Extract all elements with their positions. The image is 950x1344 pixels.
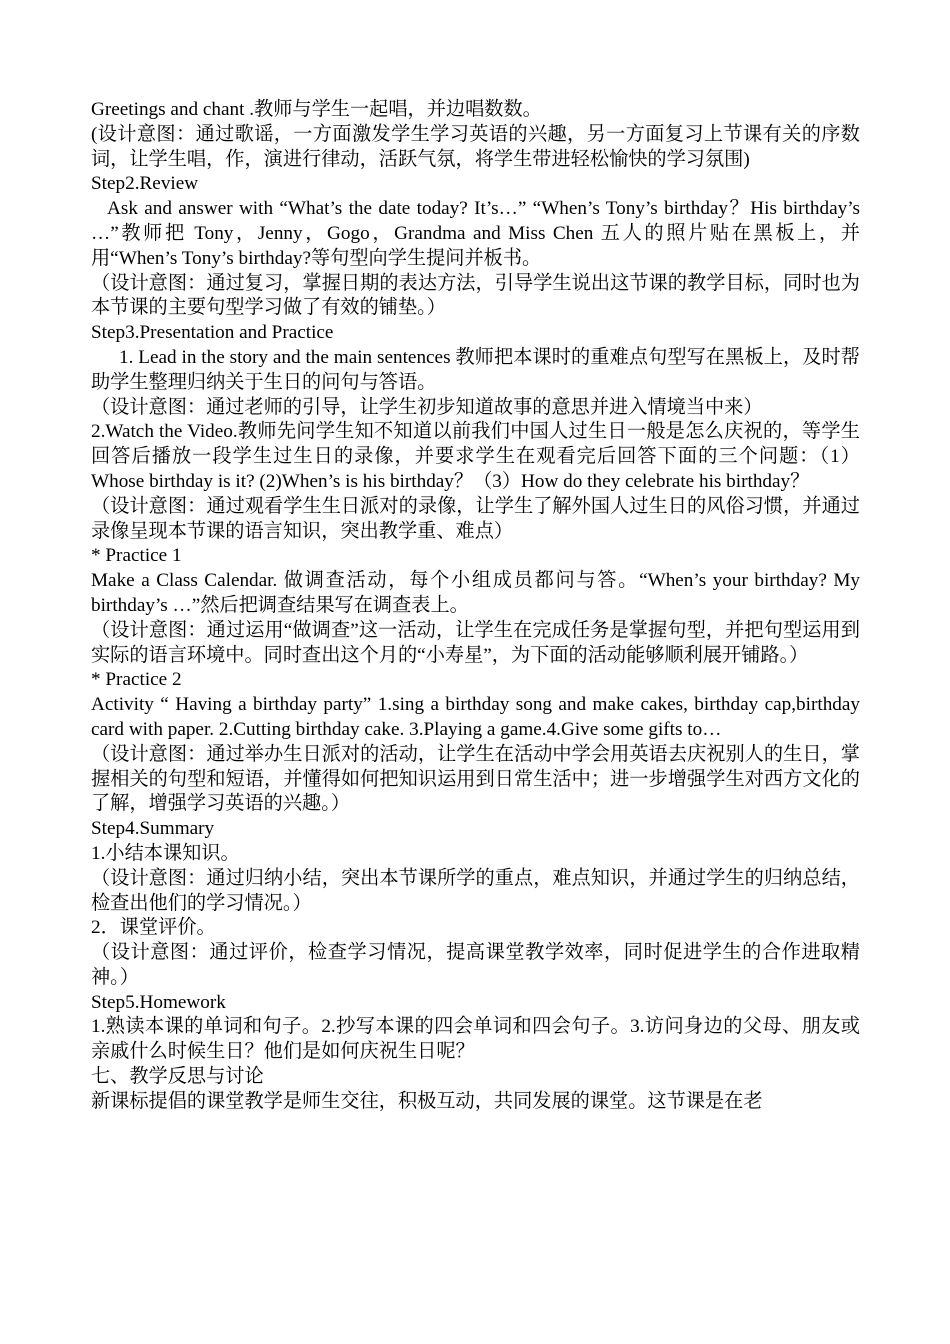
party-activity: Activity “ Having a birthday party” 1.sing a birthday song and make cakes, birthday cap,birthday card with paper. 2.Cutting birthday cake. 3.Playing a game.4.Give some gifts to… xyxy=(91,694,860,740)
design-intent-note: （设计意图：通过归纳小结，突出本节课所学的重点，难点知识，并通过学生的归纳总结，检查出他们的学习情况。） xyxy=(91,867,860,914)
design-intent-note: （设计意图：通过举办生日派对的活动，让学生在活动中学会用英语去庆祝别人的生日，掌握相关的句型和短语，并懂得如何把知识运用到日常生活中；进一步增强学生对西方文化的了解，增强学习英语的兴趣。） xyxy=(91,743,860,815)
design-intent-note: （设计意图：通过评价，检查学习情况，提高课堂教学效率，同时促进学生的合作进取精神。） xyxy=(91,942,860,988)
practice-heading: * Practice 2 xyxy=(91,669,182,691)
step-heading: Step2.Review xyxy=(91,173,199,195)
section-heading: 七、教学反思与讨论 xyxy=(91,1066,264,1088)
homework-text: 1.熟读本课的单词和句子。2.抄写本课的四会单词和四会句子。3.访问身边的父母、朋友或亲戚什么时候生日？他们是如何庆祝生日呢？ xyxy=(91,1016,860,1063)
document-page xyxy=(91,98,860,1115)
step-heading: Step4.Summary xyxy=(91,818,215,840)
practice-heading: * Practice 1 xyxy=(91,545,182,567)
summary-item: 1.小结本课知识。 xyxy=(91,842,240,864)
lead-in-activity: 1. Lead in the story and the main sentences 教师把本课时的重难点句型写在黑板上，及时帮助学生整理归纳关于生日的问句与答语。 xyxy=(91,346,860,393)
calendar-activity: Make a Class Calendar. 做调查活动，每个小组成员都问与答。“When’s your birthday? My birthday’s …”然后把调查结果写在调查表上。 xyxy=(91,570,860,616)
design-intent-note: （设计意图：通过老师的引导，让学生初步知道故事的意思并进入情境当中来） xyxy=(91,396,763,418)
design-intent-note: （设计意图：通过运用“做调查”这一活动，让学生在完成任务是掌握句型，并把句型运用到实际的语言环境中。同时查出这个月的“小寿星”，为下面的活动能够顺利展开铺路。） xyxy=(91,619,860,666)
reflection-text: 新课标提倡的课堂教学是师生交往，积极互动，共同发展的课堂。这节课是在老 xyxy=(91,1090,763,1112)
summary-item: 2．课堂评价。 xyxy=(91,917,216,939)
step-heading: Step3.Presentation and Practice xyxy=(91,322,334,344)
chant-step: Greetings and chant .教师与学生一起唱，并边唱数数。 xyxy=(91,99,542,120)
design-intent-note: （设计意图：通过观看学生生日派对的录像，让学生了解外国人过生日的风俗习惯，并通过录像呈现本节课的语言知识，突出教学重、难点） xyxy=(91,495,860,542)
review-activity: Ask and answer with “What’s the date today? It’s…” “When’s Tony’s birthday？His birthday’s …”教师把 Tony，Jenny，Gogo，Grandma and Miss Chen 五人的照片贴在黑板上，并用“When’s Tony’s birthday?等句型向学生提问并板书。 xyxy=(91,198,860,269)
step-heading: Step5.Homework xyxy=(91,991,226,1013)
design-intent-note: （设计意图：通过复习，掌握日期的表达方法，引导学生说出这节课的教学目标，同时也为本节课的主要句型学习做了有效的铺垫。） xyxy=(91,272,860,319)
design-intent-note: (设计意图：通过歌谣，一方面激发学生学习英语的兴趣，另一方面复习上节课有关的序数词，让学生唱，作，演进行律动，活跃气氛，将学生带进轻松愉快的学习氛围) xyxy=(91,123,860,170)
video-activity: 2.Watch the Video.教师先问学生知不知道以前我们中国人过生日一般是怎么庆祝的，等学生回答后播放一段学生过生日的录像，并要求学生在观看完后回答下面的三个问题：（1）Whose birthday is it? (2)When’s is his birthday？（3）How do they celebrate his birthday？ xyxy=(91,421,860,492)
